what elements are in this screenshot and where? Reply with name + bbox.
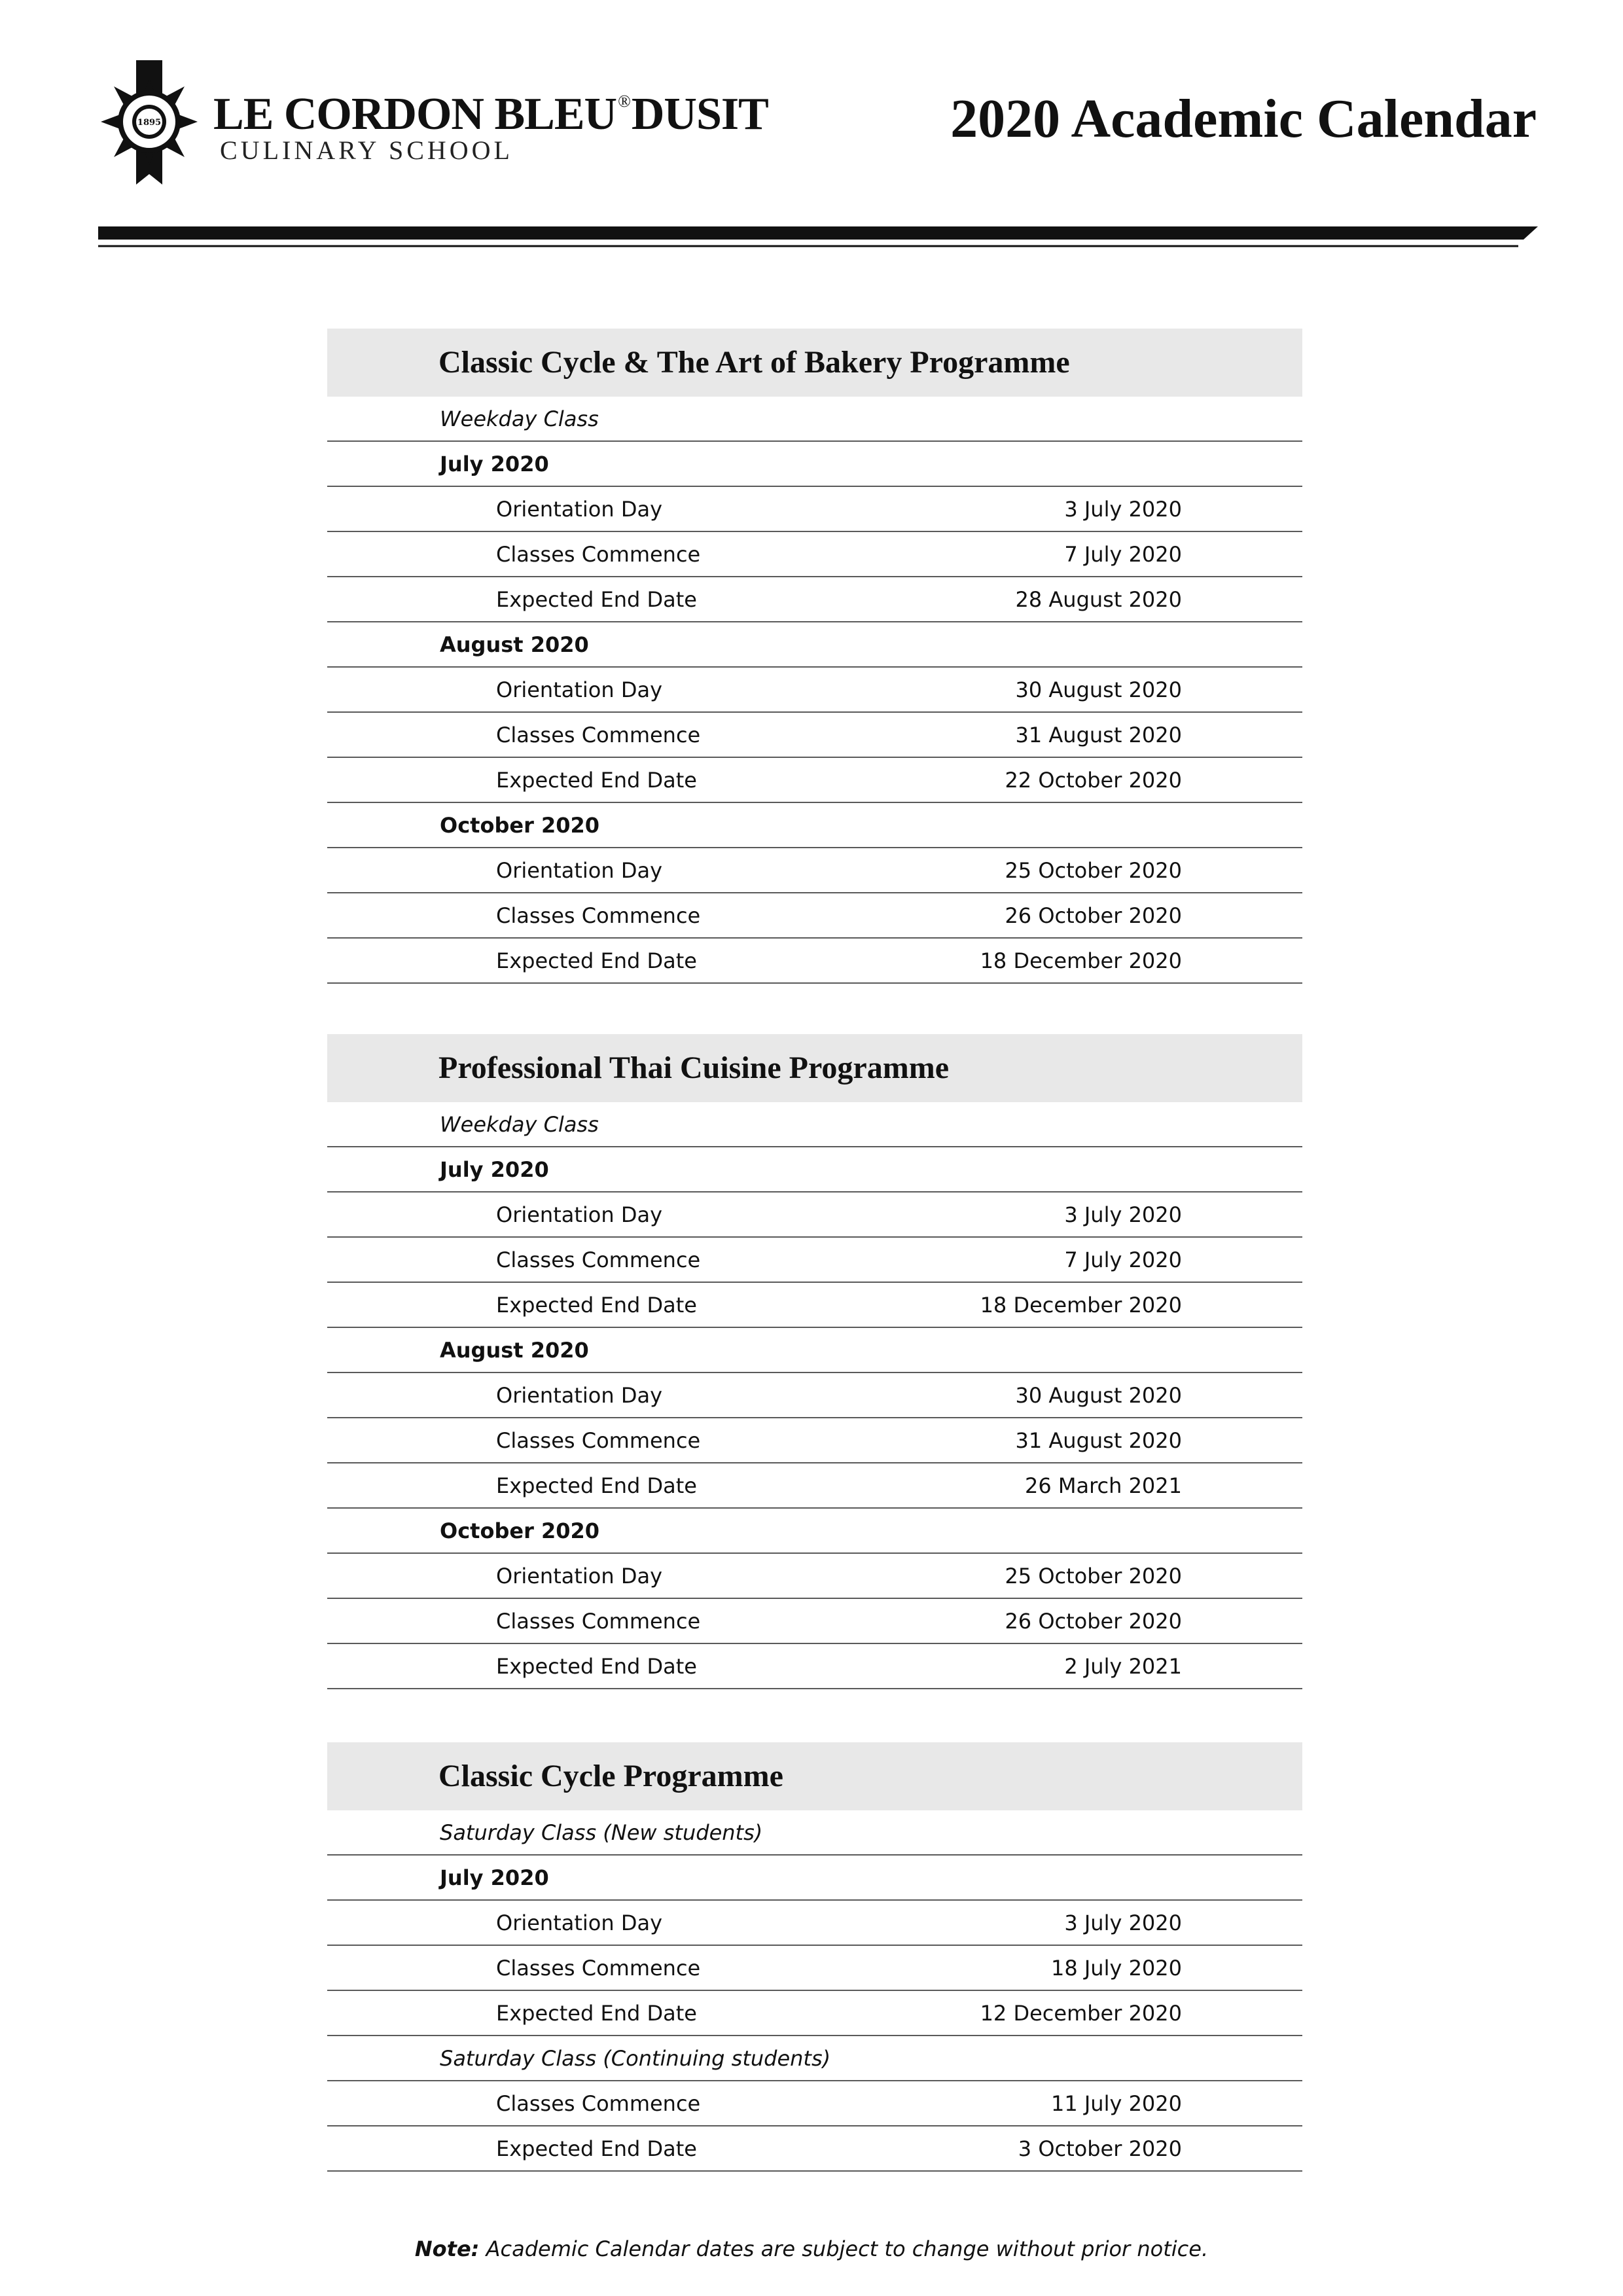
table-row — [327, 668, 1302, 713]
cordon-bleu-emblem-icon — [97, 60, 215, 191]
section-title: Classic Cycle & The Art of Bakery Programme — [438, 345, 1070, 380]
event-date: 3 October 2020 — [1018, 2136, 1182, 2161]
event-date: 18 December 2020 — [980, 948, 1182, 973]
month-row — [327, 622, 1302, 668]
section-classic-cycle — [327, 1742, 1302, 2172]
event-date: 28 August 2020 — [1015, 586, 1182, 612]
class-type-row — [327, 1810, 1302, 1856]
brand-name-suffix: DUSIT — [631, 89, 768, 139]
table-row — [327, 848, 1302, 893]
event-date: 26 March 2021 — [1024, 1473, 1182, 1498]
month-row — [327, 1856, 1302, 1901]
note-prefix: Note: — [414, 2236, 480, 2261]
event-label: Orientation Day — [496, 1202, 663, 1227]
event-date: 12 December 2020 — [980, 2000, 1182, 2026]
event-label: Classes Commence — [496, 1247, 701, 1272]
event-label: Classes Commence — [496, 541, 701, 567]
event-label: Expected End Date — [496, 1292, 697, 1318]
brand-name — [213, 89, 768, 139]
event-date: 26 October 2020 — [1005, 903, 1182, 928]
month-row — [327, 1328, 1302, 1373]
table-row — [327, 1901, 1302, 1946]
event-date: 30 August 2020 — [1015, 677, 1182, 702]
event-label: Orientation Day — [496, 496, 663, 522]
class-type-label: Saturday Class (Continuing students) — [440, 2045, 831, 2071]
event-label: Expected End Date — [496, 1653, 697, 1679]
table-row — [327, 487, 1302, 532]
month-label: October 2020 — [440, 1518, 600, 1543]
table-row — [327, 1599, 1302, 1644]
table-row — [327, 577, 1302, 622]
event-label: Orientation Day — [496, 1382, 663, 1408]
event-label: Expected End Date — [496, 767, 697, 793]
event-date: 3 July 2020 — [1064, 496, 1182, 522]
event-date: 30 August 2020 — [1015, 1382, 1182, 1408]
event-date: 7 July 2020 — [1064, 1247, 1182, 1272]
table-row — [327, 1193, 1302, 1238]
event-label: Orientation Day — [496, 857, 663, 883]
event-label: Expected End Date — [496, 586, 697, 612]
event-date: 3 July 2020 — [1064, 1910, 1182, 1935]
section-header — [327, 1034, 1302, 1102]
table-row — [327, 713, 1302, 758]
registered-mark: ® — [618, 92, 630, 111]
event-label: Classes Commence — [496, 1608, 701, 1634]
event-date: 25 October 2020 — [1005, 1563, 1182, 1588]
table-row — [327, 939, 1302, 984]
month-label: August 2020 — [440, 632, 589, 657]
event-date: 18 July 2020 — [1050, 1955, 1182, 1981]
event-date: 18 December 2020 — [980, 1292, 1182, 1318]
note-text: Academic Calendar dates are subject to change without prior notice. — [479, 2236, 1209, 2261]
event-label: Expected End Date — [496, 2136, 697, 2161]
class-type-label: Weekday Class — [440, 406, 599, 431]
section-title: Classic Cycle Programme — [438, 1759, 783, 1793]
event-label: Classes Commence — [496, 722, 701, 747]
table-row — [327, 1238, 1302, 1283]
section-title: Professional Thai Cuisine Programme — [438, 1050, 949, 1085]
event-date: 7 July 2020 — [1064, 541, 1182, 567]
event-label: Expected End Date — [496, 1473, 697, 1498]
event-label: Orientation Day — [496, 1563, 663, 1588]
table-row — [327, 1554, 1302, 1599]
table-row — [327, 2126, 1302, 2172]
event-label: Classes Commence — [496, 903, 701, 928]
month-row — [327, 1147, 1302, 1193]
school-logo — [97, 60, 768, 191]
event-date: 25 October 2020 — [1005, 857, 1182, 883]
table-row — [327, 893, 1302, 939]
table-row — [327, 1644, 1302, 1689]
class-type-row — [327, 397, 1302, 442]
brand-subtitle: CULINARY SCHOOL — [220, 135, 513, 165]
section-header — [327, 1742, 1302, 1810]
event-date: 3 July 2020 — [1064, 1202, 1182, 1227]
table-row — [327, 2081, 1302, 2126]
section-header — [327, 329, 1302, 397]
table-row — [327, 758, 1302, 803]
event-date: 26 October 2020 — [1005, 1608, 1182, 1634]
brand-name-main: LE CORDON BLEU — [213, 89, 617, 139]
month-label: August 2020 — [440, 1337, 589, 1363]
section-thai-cuisine — [327, 1034, 1302, 1689]
event-label: Expected End Date — [496, 948, 697, 973]
table-row — [327, 532, 1302, 577]
month-row — [327, 442, 1302, 487]
event-label: Classes Commence — [496, 2090, 701, 2116]
month-label: October 2020 — [440, 812, 600, 838]
header-divider — [98, 226, 1538, 250]
month-row — [327, 803, 1302, 848]
section-classic-cycle-bakery — [327, 329, 1302, 984]
footnote — [0, 2238, 1623, 2259]
month-label: July 2020 — [440, 1157, 549, 1182]
class-type-label: Saturday Class (New students) — [440, 1820, 763, 1845]
class-type-row — [327, 2036, 1302, 2081]
table-row — [327, 1946, 1302, 1991]
event-date: 22 October 2020 — [1005, 767, 1182, 793]
month-label: July 2020 — [440, 451, 549, 476]
table-row — [327, 1283, 1302, 1328]
class-type-row — [327, 1102, 1302, 1147]
event-date: 31 August 2020 — [1015, 1427, 1182, 1453]
logo-year: 1895 — [137, 118, 162, 128]
event-label: Orientation Day — [496, 1910, 663, 1935]
table-row — [327, 1373, 1302, 1418]
month-label: July 2020 — [440, 1865, 549, 1890]
class-type-label: Weekday Class — [440, 1111, 599, 1137]
event-label: Classes Commence — [496, 1955, 701, 1981]
event-date: 31 August 2020 — [1015, 722, 1182, 747]
event-label: Classes Commence — [496, 1427, 701, 1453]
month-row — [327, 1509, 1302, 1554]
page-title: 2020 Academic Calendar — [950, 88, 1537, 149]
table-row — [327, 1991, 1302, 2036]
event-label: Orientation Day — [496, 677, 663, 702]
event-date: 2 July 2021 — [1064, 1653, 1182, 1679]
event-label: Expected End Date — [496, 2000, 697, 2026]
table-row — [327, 1418, 1302, 1463]
table-row — [327, 1463, 1302, 1509]
event-date: 11 July 2020 — [1050, 2090, 1182, 2116]
